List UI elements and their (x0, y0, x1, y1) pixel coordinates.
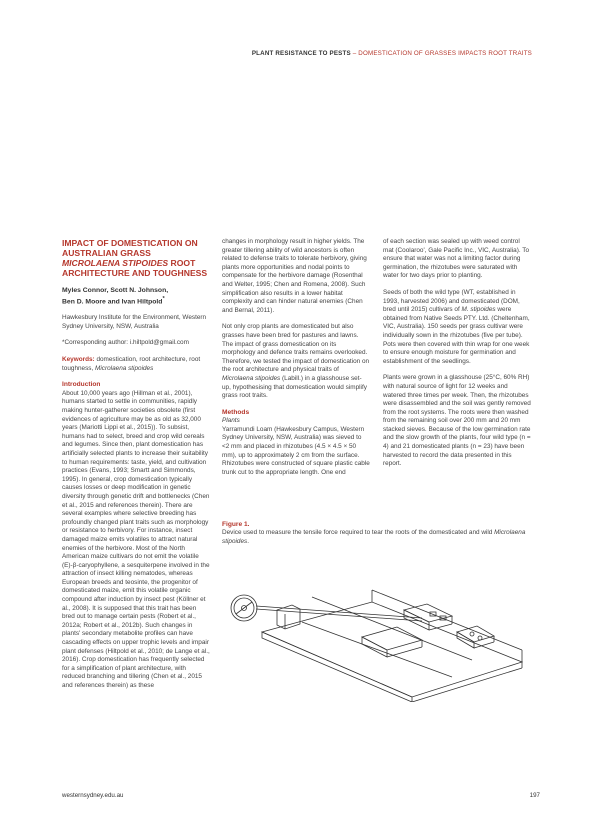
authors: Myles Connor, Scott N. Johnson, Ben D. Moore and Ivan Hiltpold* (62, 287, 169, 306)
col2-paragraph-2 (222, 323, 370, 400)
caption-text-a: Device used to measure the tensile force required to tear the roots of the domesticated and wild (222, 529, 495, 536)
base-plate-edge (262, 632, 412, 702)
moving-sled (362, 627, 422, 650)
keywords (62, 356, 210, 373)
column-2 (222, 238, 370, 485)
col2-paragraph-3: Yarramundi Loam (Hawkesbury Campus, Western Sydney University, NSW, Australia) was sieved to <2 mm and placed in rhizotubes (4.5 × 4.5 × 50 mm), up to approximately 2 cm from the surface. Rhizotubes were constructed of square plastic cable trunk cut to the appropriate length. One end (222, 425, 370, 476)
base-plate (262, 602, 522, 697)
title-line-3: ROOT ARCHITECTURE AND TOUGHNESS (62, 258, 208, 278)
title-line-1: IMPACT OF DOMESTICATION ON AUSTRALIAN GRASS (62, 238, 198, 258)
col3-p2-text-a: Seeds of both the wild type (WT, established in 1993, harvested 2006) and domesticated (DOM, bred until 2015) cultivars of (383, 288, 520, 314)
col3-p2-text-b: were obtained from Native Seeds PTY. Ltd. (Cheltenham, VIC, Australia). 150 seeds per grass cultivar were individually sown in the rhizotubes (five per tube). Pots were then covered with thin wrap for one week to ensure enough moisture for germination and establishment of the seedlings. (383, 306, 530, 365)
figure-label: Figure 1. (222, 521, 250, 528)
running-header (252, 50, 532, 57)
page-number: 197 (529, 792, 540, 799)
col2-p2-text-a: Not only crop plants are domesticated but also grasses have been bred for pastures and lawns. The impact of grass domestication on its morphology and defence traits remains overlooked. Therefore, we tested the impact of domestication on the root architecture and physical traits of (222, 323, 370, 374)
header-section: PLANT RESISTANCE TO PESTS (251, 50, 351, 57)
keywords-species: Microlaena stipoides (95, 364, 154, 372)
figure-1 (222, 520, 540, 707)
tensile-device-drawing (222, 552, 540, 702)
keywords-label: Keywords: (62, 356, 95, 364)
header-separator: – (350, 50, 359, 57)
col3-paragraph-1: of each section was sealed up with weed control mat (Coolaroo', Gale Pacific Inc., VIC, Australia). To ensure that water was not a limiting factor during germination, the rhizotubes were saturated with water for two days prior to planting. (383, 238, 530, 280)
keywords-text: domestication, root architecture, root toughness, (62, 356, 201, 372)
col2-p2-species: Microlaena stipoides (222, 374, 281, 382)
root-clamp (457, 626, 494, 642)
col3-p2-species: M. stipoides (461, 306, 496, 314)
footer-url[interactable]: westernsydney.edu.au (62, 792, 124, 799)
header-chapter: DOMESTICATION OF GRASSES IMPACTS ROOT TRAITS (358, 50, 532, 57)
col3-paragraph-2 (383, 289, 531, 366)
col2-paragraph-1: changes in morphology result in higher yields. The greater tillering ability of wild ancestors is often related to defense traits to tolerate herbivory, giving plants more opportunities and nodal points to compensate for the herbivore damage (Rosenthal and Welter, 1995; Chen and Romena, 2008). Such simplification also results in a lower habitat complexity and can hinder natural enemies (Chen and Bernal, 2011). (222, 238, 367, 314)
column-1 (62, 238, 210, 699)
authors-line-1: Myles Connor, Scott N. Johnson, (62, 287, 169, 294)
affiliation: Hawkesbury Institute for the Environment, Western Sydney University, NSW, Australia (62, 314, 207, 330)
methods-heading: Methods (222, 408, 250, 416)
intro-text: About 10,000 years ago (Hillman et al., 2001), humans started to settle in communities, rapidly making hunter-gatherer societies obsolete (first evidences of agriculture may be as old as 32,000 years (Mariotti Lippi et al., 2015)). To subsist, humans had to select, breed and crop wild cereals and legumes. Since then, plant domestication has artificially selected plants to increase their suitability to human requirements: taste, yield, and cultivation practices (Evans, 1993; Smartt and Simmonds, 1995). In general, crop domestication typically causes losses or deep modification in genetic diversity through genetic drift and bottlenecks (Chen et al., 2015 and references therein). There are several examples where selective breeding has profoundly changed plant traits such as morphology or resistance to herbivory. For instance, insect damaged maize emits volatiles to attract natural enemies of the herbivore. Most of the North American maize cultivars do not emit the volatile (E)-β-caryophyllene, a sesquiterpene involved in the attraction of insect killing nematodes, whereas European breeds and teosinte, the progenitor of domesticated maize, emit this volatile organic compound after induction by insect pest (Köllner et al., 2008). It is supposed that this trait has been bred out to manage certain pests (Robert et al., 2012a; Robert et al., 2012b). Such changes in plants' secondary metabolite profiles can have cascading effects on upper trophic levels and impair plant defenses (Hiltpold et al., 2010; de Lange et al., 2016). Crop domestication has frequently selected for a simplification of plant architecture, with reduced branching and tillering (Chen et al., 2015 and references therein) as these (62, 389, 210, 690)
caption-species: Microlaena stipoides (222, 529, 526, 545)
caption-text-b: . (247, 537, 250, 545)
page-footer (62, 792, 540, 799)
col2-p2-text-b: (Labill.) in a glasshouse set-up, hypothesising that domestication would simplify grass root traits. (222, 374, 367, 400)
col3-paragraph-3: Plants were grown in a glasshouse (25°C, 60% RH) with natural source of light for 12 weeks and watered three times per week. Then, the rhizotubes were disassembled and the soil was gently removed from the root systems. The roots were then washed from the remaining soil over 200 mm and 20 mm stacked sieves. Because of the low germination rate and the slow growth of the plants, four wild type (n = 4) and 21 domesticated plants (n = 23) have been harvested to record the data presented in this report. (383, 374, 531, 468)
intro-heading: Introduction (62, 381, 101, 389)
article-title (62, 238, 210, 278)
authors-line-2: Ben D. Moore and Ivan Hiltpold (62, 298, 163, 306)
correspondence: *Corresponding author: i.hiltpold@gmail.com (62, 339, 189, 347)
column-3 (383, 238, 531, 477)
figure-caption (222, 529, 540, 546)
plants-subheading: Plants (222, 417, 240, 425)
title-species: MICROLAENA STIPOIDES (62, 258, 169, 268)
